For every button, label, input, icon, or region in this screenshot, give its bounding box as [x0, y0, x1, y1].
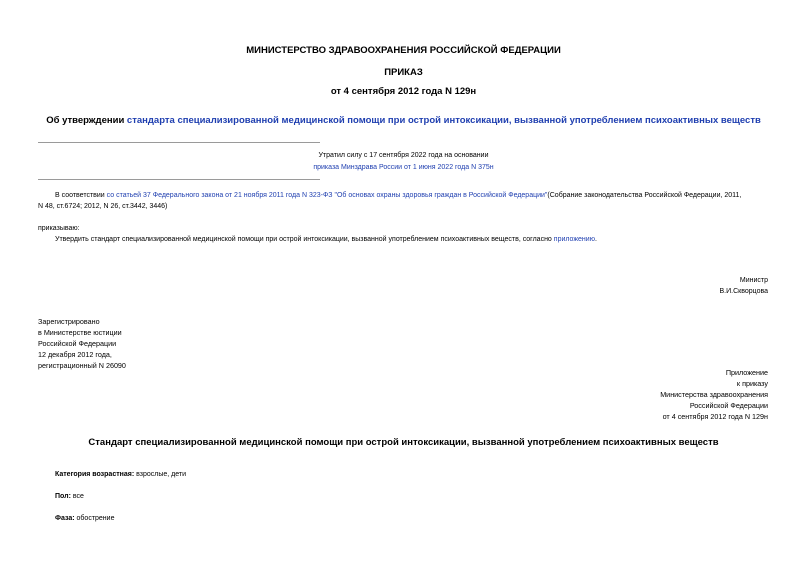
appendix-line: Министерства здравоохранения — [660, 390, 768, 399]
preamble-line-1 — [55, 191, 775, 202]
phase-label: Фаза: — [55, 515, 75, 522]
ministry-heading: МИНИСТЕРСТВО ЗДРАВООХРАНЕНИЯ РОССИЙСКОЙ ФЕДЕРАЦИИ — [246, 45, 561, 56]
phase-value: обострение — [74, 515, 115, 522]
preamble-text-end: (Собрание законодательства Российской Федерации, 2011, — [547, 192, 742, 199]
registration-block — [38, 316, 126, 371]
divider-bottom — [38, 179, 320, 180]
title-prefix: Об утверждении — [46, 115, 127, 126]
divider-top — [38, 142, 320, 143]
appendix-line: к приказу — [736, 379, 768, 388]
standard-link[interactable]: стандарта специализированной медицинской помощи при острой интоксикации, вызванной употреблением психоактивных веществ — [126, 115, 761, 126]
repeal-order-link[interactable]: приказа Минздрава России от 1 июня 2022 года N 375н — [313, 164, 494, 171]
order-text-end: . — [594, 236, 597, 243]
signature-name: В.И.Скворцова — [719, 288, 768, 295]
appendix-line: Приложение — [725, 368, 768, 377]
registration-line: 12 декабря 2012 года, — [38, 350, 112, 359]
age-category — [55, 470, 186, 481]
age-value: взрослые, дети — [134, 471, 187, 478]
sex-value: все — [70, 493, 84, 500]
appendix-line: от 4 сентября 2012 года N 129н — [662, 412, 768, 421]
phase-category — [55, 514, 114, 525]
registration-line: Российской Федерации — [38, 339, 117, 348]
doc-date-number: от 4 сентября 2012 года N 129н — [330, 86, 477, 97]
order-label: приказываю: — [38, 225, 80, 232]
appendix-block — [518, 367, 768, 422]
registration-line: регистрационный N 26090 — [38, 361, 126, 370]
sex-category — [55, 492, 84, 503]
federal-law-link[interactable]: со статьей 37 Федерального закона от 21 ноября 2011 года N 323-ФЗ "Об основах охраны здоровья граждан в Российской Федерации" — [106, 192, 548, 199]
order-text — [55, 235, 597, 246]
age-label: Категория возрастная: — [55, 471, 135, 478]
order-text-start: Утвердить стандарт специализированной медицинской помощи при острой интоксикации, вызванной употреблением психоактивных веществ, согласно — [55, 236, 554, 243]
signature-position: Министр — [739, 277, 768, 284]
sex-label: Пол: — [55, 493, 71, 500]
preamble-line-2: N 48, ст.6724; 2012, N 26, ст.3442, 3446) — [38, 203, 168, 210]
status-line: Утратил силу с 17 сентября 2022 года на основании — [318, 152, 489, 159]
standard-title: Стандарт специализированной медицинской помощи при острой интоксикации, вызванной употреблением психоактивных веществ — [88, 437, 719, 448]
appendix-link[interactable]: приложению — [553, 236, 595, 243]
registration-line: в Министерстве юстиции — [38, 328, 122, 337]
appendix-line: Российской Федерации — [689, 401, 768, 410]
doc-type-heading: ПРИКАЗ — [384, 67, 423, 78]
preamble-text-start: В соответствии — [55, 192, 107, 199]
document-title — [0, 115, 807, 126]
registration-line: Зарегистрировано — [38, 317, 100, 326]
